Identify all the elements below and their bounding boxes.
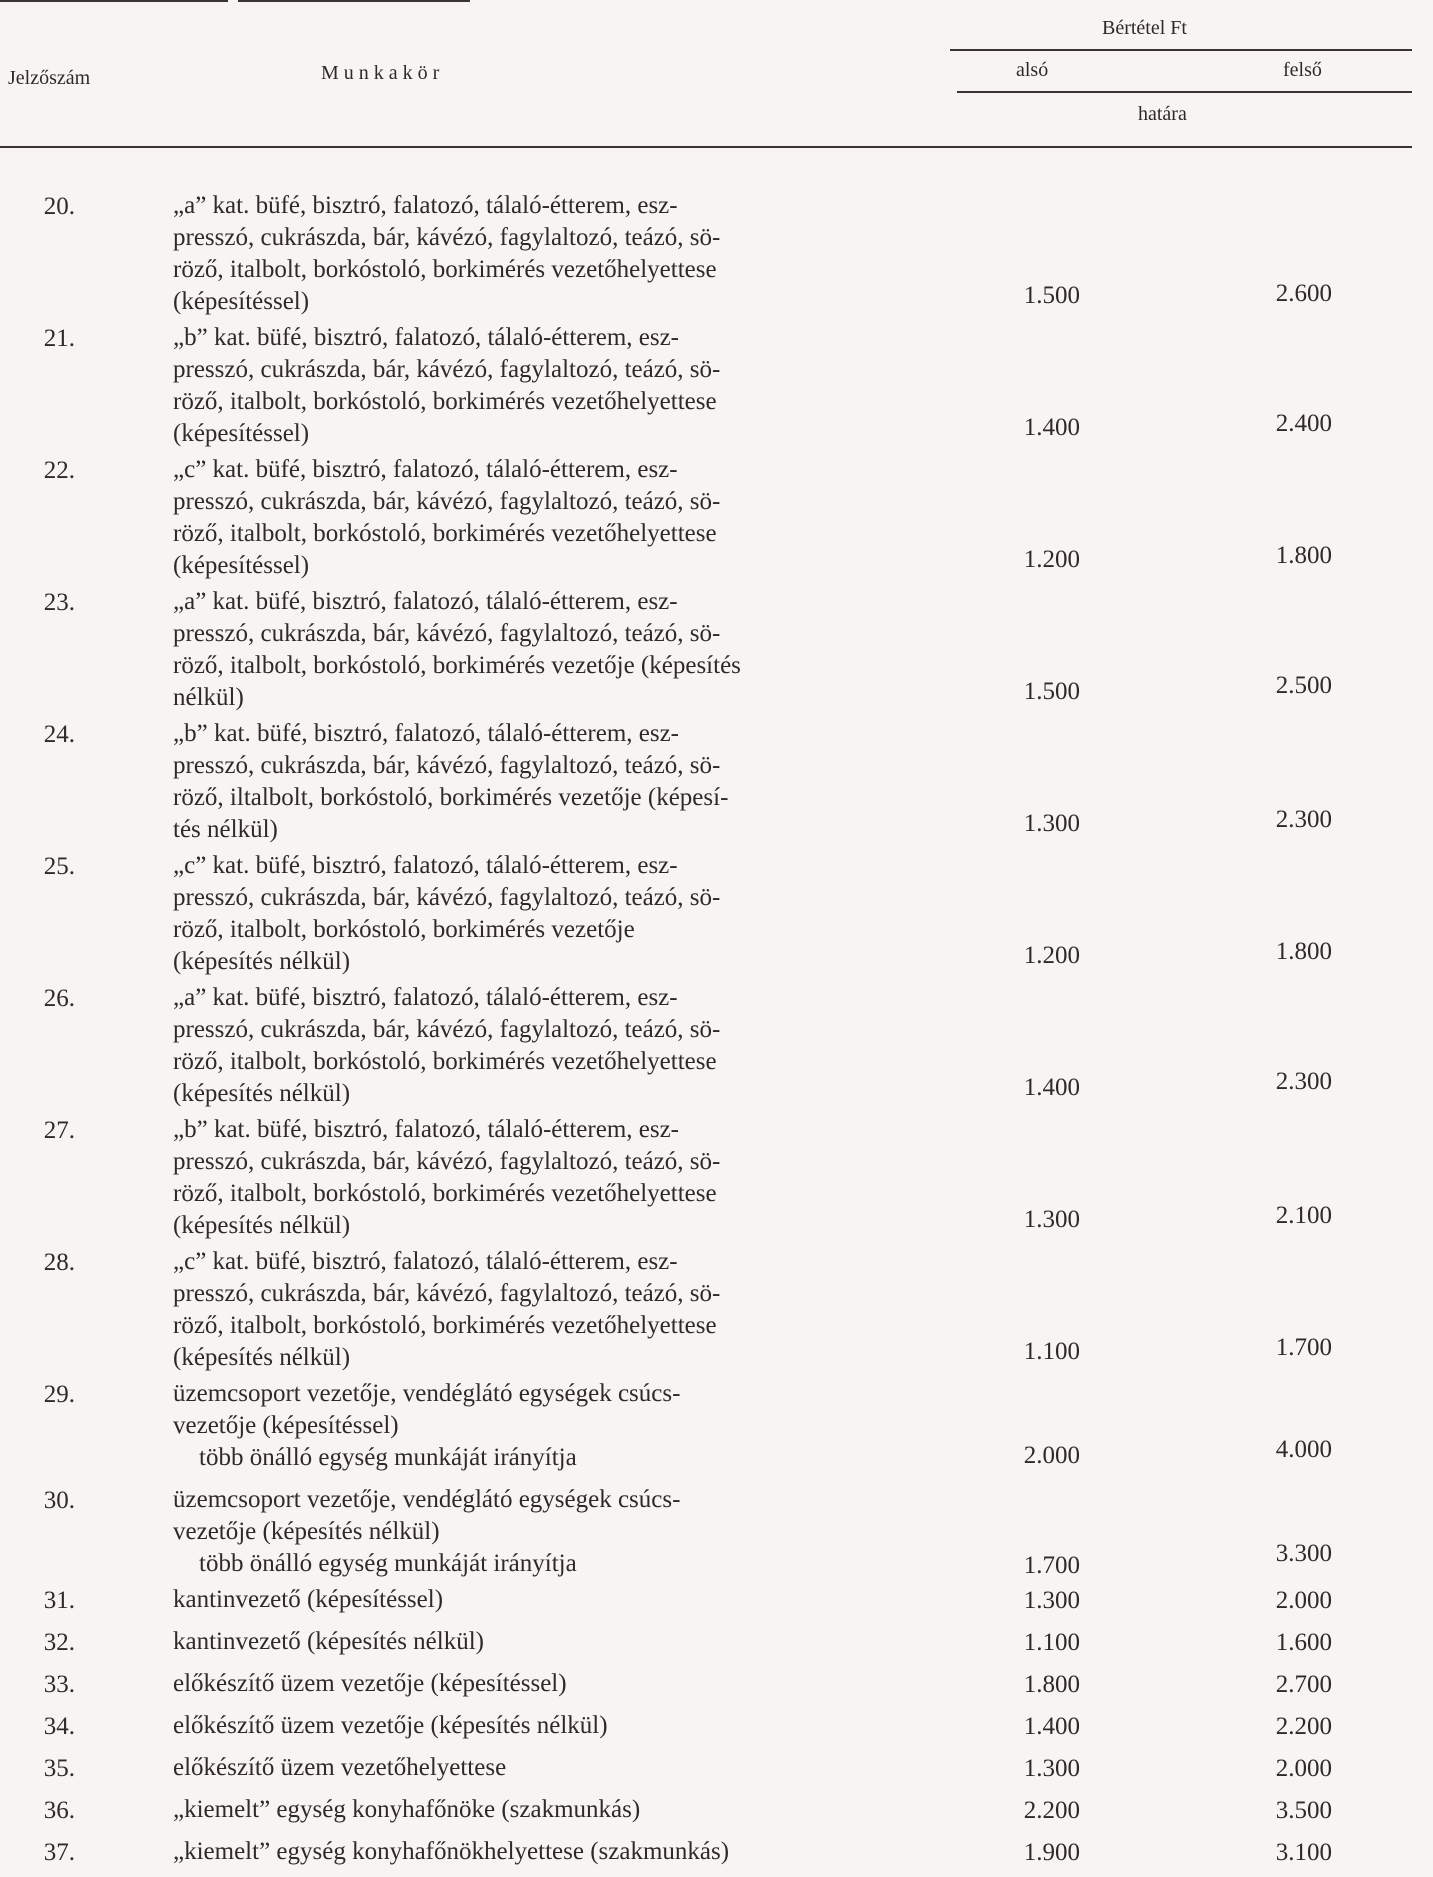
row-description bbox=[173, 1114, 943, 1242]
row-code: 31. bbox=[43, 1587, 75, 1614]
description-line: presszó, cukrászda, bár, kávézó, fagylaltozó, teázó, sö- bbox=[173, 488, 721, 515]
upper-limit-value: 2.500 bbox=[1275, 672, 1332, 699]
header-wage: Bértétel Ft bbox=[1102, 17, 1187, 39]
lower-limit-value: 2.200 bbox=[1023, 1797, 1080, 1824]
row-code: 27. bbox=[43, 1117, 75, 1144]
header-bottom-rule bbox=[0, 146, 1412, 148]
row-code: 20. bbox=[43, 193, 75, 220]
row-description bbox=[173, 982, 943, 1110]
description-line: röző, italbolt, borkóstoló, borkimérés vezetőhelyettese bbox=[173, 256, 717, 283]
description-line: presszó, cukrászda, bár, kávézó, fagylaltozó, teázó, sö- bbox=[173, 620, 721, 647]
description-line: röző, italbolt, borkóstoló, borkimérés vezetőhelyettese bbox=[173, 388, 717, 415]
description-line: röző, iltalbolt, borkóstoló, borkimérés vezetője (képesí- bbox=[173, 784, 729, 811]
description-line: röző, italbolt, borkóstoló, borkimérés vezetője bbox=[173, 916, 635, 943]
description-line: kantinvezető (képesítés nélkül) bbox=[173, 1628, 484, 1655]
row-description bbox=[173, 1752, 943, 1784]
description-line: presszó, cukrászda, bár, kávézó, fagylaltozó, teázó, sö- bbox=[173, 356, 721, 383]
lower-limit-value: 1.400 bbox=[1023, 1074, 1080, 1101]
header-lower: alsó bbox=[1016, 59, 1049, 81]
description-line: (képesítés nélkül) bbox=[173, 1080, 351, 1107]
row-description bbox=[173, 1794, 943, 1826]
row-code: 36. bbox=[43, 1797, 75, 1824]
upper-limit-value: 1.800 bbox=[1275, 938, 1332, 965]
row-code: 33. bbox=[43, 1671, 75, 1698]
description-line: „c” kat. büfé, bisztró, falatozó, tálaló-étterem, esz- bbox=[173, 852, 678, 879]
description-line: (képesítés nélkül) bbox=[173, 1212, 351, 1239]
lower-limit-value: 1.800 bbox=[1023, 1671, 1080, 1698]
row-description bbox=[173, 1626, 943, 1658]
description-line: röző, italbolt, borkóstoló, borkimérés vezetője (képesítés bbox=[173, 652, 741, 679]
row-description bbox=[173, 454, 943, 582]
description-line: presszó, cukrászda, bár, kávézó, fagylaltozó, teázó, sö- bbox=[173, 884, 721, 911]
top-rule-left bbox=[0, 0, 228, 2]
description-line: (képesítés nélkül) bbox=[173, 948, 351, 975]
description-line: „a” kat. büfé, bisztró, falatozó, tálaló-étterem, esz- bbox=[173, 192, 678, 219]
upper-limit-value: 2.200 bbox=[1275, 1713, 1332, 1740]
description-line: (képesítéssel) bbox=[173, 552, 310, 579]
row-description bbox=[173, 190, 943, 318]
lower-upper-rule bbox=[957, 91, 1412, 93]
row-description bbox=[173, 586, 943, 714]
description-line: „c” kat. büfé, bisztró, falatozó, tálaló-étterem, esz- bbox=[173, 1248, 678, 1275]
description-line: presszó, cukrászda, bár, kávézó, fagylaltozó, teázó, sö- bbox=[173, 752, 721, 779]
upper-limit-value: 2.000 bbox=[1275, 1587, 1332, 1614]
upper-limit-value: 2.400 bbox=[1275, 410, 1332, 437]
description-line: „a” kat. büfé, bisztró, falatozó, tálaló-étterem, esz- bbox=[173, 984, 678, 1011]
lower-limit-value: 2.000 bbox=[1023, 1442, 1080, 1469]
upper-limit-value: 1.700 bbox=[1275, 1334, 1332, 1361]
description-line: (képesítéssel) bbox=[173, 420, 310, 447]
row-code: 29. bbox=[43, 1381, 75, 1408]
row-description bbox=[173, 718, 943, 846]
upper-limit-value: 3.300 bbox=[1275, 1540, 1332, 1567]
description-line: röző, italbolt, borkóstoló, borkimérés vezetőhelyettese bbox=[173, 1312, 717, 1339]
lower-limit-value: 1.300 bbox=[1023, 1755, 1080, 1782]
description-line: vezetője (képesítés nélkül) bbox=[173, 1518, 440, 1545]
wage-group-rule bbox=[950, 49, 1412, 51]
row-description bbox=[173, 1378, 943, 1474]
description-line: presszó, cukrászda, bár, kávézó, fagylaltozó, teázó, sö- bbox=[173, 1148, 721, 1175]
description-line: röző, italbolt, borkóstoló, borkimérés vezetőhelyettese bbox=[173, 1048, 717, 1075]
row-code: 21. bbox=[43, 325, 75, 352]
row-description bbox=[173, 1246, 943, 1374]
row-code: 24. bbox=[43, 721, 75, 748]
lower-limit-value: 1.100 bbox=[1023, 1629, 1080, 1656]
upper-limit-value: 1.800 bbox=[1275, 542, 1332, 569]
lower-limit-value: 1.500 bbox=[1023, 678, 1080, 705]
description-line: (képesítés nélkül) bbox=[173, 1344, 351, 1371]
upper-limit-value: 2.100 bbox=[1275, 1202, 1332, 1229]
description-subline: több önálló egység munkáját irányítja bbox=[199, 1444, 577, 1471]
description-line: vezetője (képesítéssel) bbox=[173, 1412, 399, 1439]
description-line: „a” kat. büfé, bisztró, falatozó, tálaló-étterem, esz- bbox=[173, 588, 678, 615]
description-line: „b” kat. büfé, bisztró, falatozó, tálaló-étterem, esz- bbox=[173, 324, 680, 351]
header-limit: határa bbox=[1138, 103, 1187, 125]
description-line: „b” kat. büfé, bisztró, falatozó, tálaló-étterem, esz- bbox=[173, 720, 680, 747]
upper-limit-value: 3.100 bbox=[1275, 1839, 1332, 1866]
description-subline: több önálló egység munkáját irányítja bbox=[199, 1550, 577, 1577]
row-description bbox=[173, 1710, 943, 1742]
lower-limit-value: 1.400 bbox=[1023, 414, 1080, 441]
description-line: presszó, cukrászda, bár, kávézó, fagylaltozó, teázó, sö- bbox=[173, 1280, 721, 1307]
upper-limit-value: 3.500 bbox=[1275, 1797, 1332, 1824]
description-line: „b” kat. büfé, bisztró, falatozó, tálaló-étterem, esz- bbox=[173, 1116, 680, 1143]
description-line: üzemcsoport vezetője, vendéglátó egységek csúcs- bbox=[173, 1380, 681, 1407]
upper-limit-value: 2.600 bbox=[1275, 280, 1332, 307]
row-code: 23. bbox=[43, 589, 75, 616]
row-code: 34. bbox=[43, 1713, 75, 1740]
description-line: nélkül) bbox=[173, 684, 244, 711]
row-description bbox=[173, 322, 943, 450]
row-code: 26. bbox=[43, 985, 75, 1012]
row-code: 32. bbox=[43, 1629, 75, 1656]
row-code: 28. bbox=[43, 1249, 75, 1276]
lower-limit-value: 1.200 bbox=[1023, 942, 1080, 969]
description-line: presszó, cukrászda, bár, kávézó, fagylaltozó, teázó, sö- bbox=[173, 1016, 721, 1043]
top-rule-right bbox=[238, 0, 470, 2]
header-job: M u n k a k ö r bbox=[321, 62, 440, 84]
row-code: 35. bbox=[43, 1755, 75, 1782]
description-line: tés nélkül) bbox=[173, 816, 278, 843]
upper-limit-value: 2.300 bbox=[1275, 1068, 1332, 1095]
lower-limit-value: 1.400 bbox=[1023, 1713, 1080, 1740]
description-line: röző, italbolt, borkóstoló, borkimérés vezetőhelyettese bbox=[173, 1180, 717, 1207]
row-code: 22. bbox=[43, 457, 75, 484]
description-line: (képesítéssel) bbox=[173, 288, 310, 315]
description-line: előkészítő üzem vezetője (képesítéssel) bbox=[173, 1670, 567, 1697]
lower-limit-value: 1.900 bbox=[1023, 1839, 1080, 1866]
description-line: presszó, cukrászda, bár, kávézó, fagylaltozó, teázó, sö- bbox=[173, 224, 721, 251]
row-description bbox=[173, 1584, 943, 1616]
lower-limit-value: 1.700 bbox=[1023, 1552, 1080, 1579]
lower-limit-value: 1.500 bbox=[1023, 282, 1080, 309]
lower-limit-value: 1.300 bbox=[1023, 810, 1080, 837]
description-line: röző, italbolt, borkóstoló, borkimérés vezetőhelyettese bbox=[173, 520, 717, 547]
row-code: 30. bbox=[43, 1487, 75, 1514]
description-line: „kiemelt” egység konyhafőnökhelyettese (szakmunkás) bbox=[173, 1838, 730, 1865]
upper-limit-value: 4.000 bbox=[1275, 1436, 1332, 1463]
upper-limit-value: 2.300 bbox=[1275, 806, 1332, 833]
row-description bbox=[173, 1836, 943, 1868]
description-line: üzemcsoport vezetője, vendéglátó egységek csúcs- bbox=[173, 1486, 681, 1513]
lower-limit-value: 1.100 bbox=[1023, 1338, 1080, 1365]
description-line: kantinvezető (képesítéssel) bbox=[173, 1586, 444, 1613]
description-line: „c” kat. büfé, bisztró, falatozó, tálaló-étterem, esz- bbox=[173, 456, 678, 483]
lower-limit-value: 1.200 bbox=[1023, 546, 1080, 573]
header-code: Jelzőszám bbox=[8, 67, 91, 89]
description-line: előkészítő üzem vezetőhelyettese bbox=[173, 1754, 507, 1781]
row-description bbox=[173, 1484, 943, 1580]
row-description bbox=[173, 1668, 943, 1700]
row-description bbox=[173, 850, 943, 978]
description-line: „kiemelt” egység konyhafőnöke (szakmunkás) bbox=[173, 1796, 641, 1823]
row-code: 37. bbox=[43, 1839, 75, 1866]
upper-limit-value: 1.600 bbox=[1275, 1629, 1332, 1656]
upper-limit-value: 2.000 bbox=[1275, 1755, 1332, 1782]
upper-limit-value: 2.700 bbox=[1275, 1671, 1332, 1698]
lower-limit-value: 1.300 bbox=[1023, 1587, 1080, 1614]
row-code: 25. bbox=[43, 853, 75, 880]
header-upper: felső bbox=[1283, 59, 1322, 81]
description-line: előkészítő üzem vezetője (képesítés nélkül) bbox=[173, 1712, 608, 1739]
lower-limit-value: 1.300 bbox=[1023, 1206, 1080, 1233]
